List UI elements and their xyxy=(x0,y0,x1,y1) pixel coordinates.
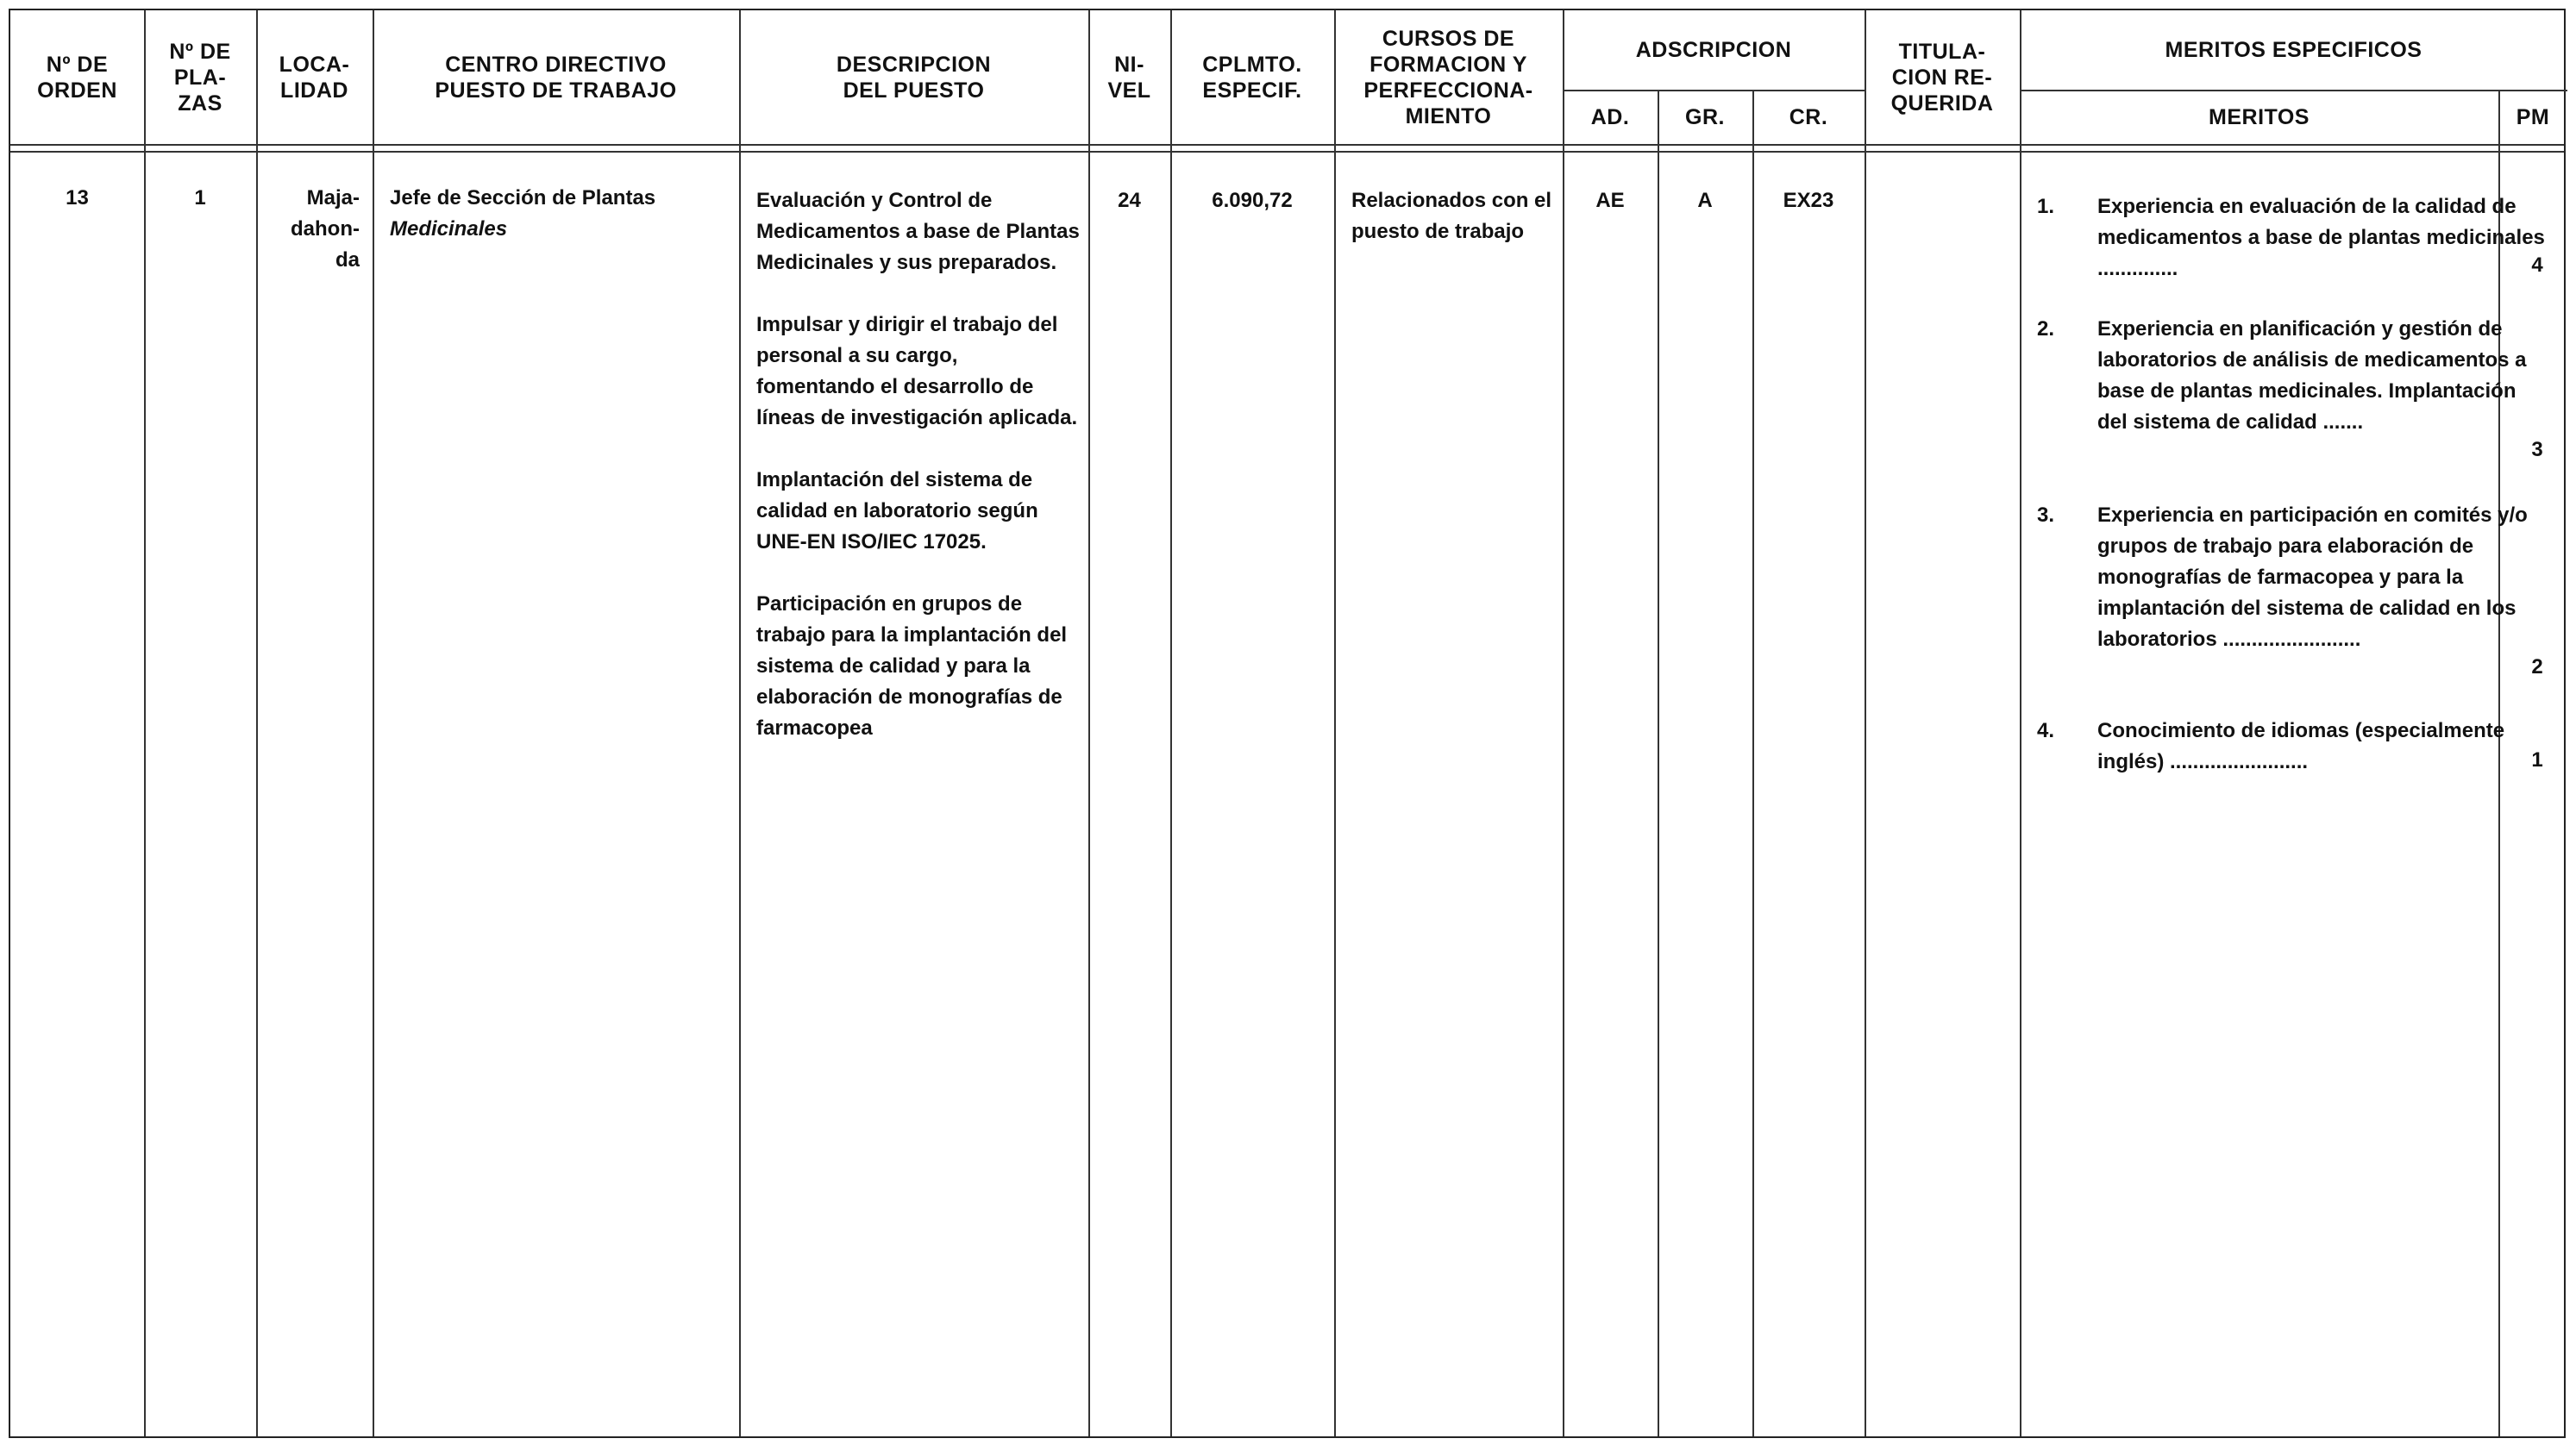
merit-points: 1 xyxy=(2531,748,2543,772)
merit-item xyxy=(2037,716,2537,785)
col-rule xyxy=(1334,10,1336,1436)
col-rule xyxy=(739,10,741,1436)
cell-nivel: 24 xyxy=(1118,189,1141,212)
header-centro: CENTRO DIRECTIVO PUESTO DE TRABAJO xyxy=(435,52,677,103)
merit-item xyxy=(2037,191,2545,286)
cell-localidad: Maja- dahon- da xyxy=(291,186,360,272)
merit-number: 4. xyxy=(2037,719,2055,742)
header-orden: Nº DE ORDEN xyxy=(37,52,117,103)
header-gr: GR. xyxy=(1685,104,1725,129)
cell-cr: EX23 xyxy=(1783,189,1834,212)
cell-plazas: 1 xyxy=(194,186,206,210)
merit-item xyxy=(2037,500,2537,690)
col-rule xyxy=(1752,90,1754,1436)
merit-number: 1. xyxy=(2037,195,2055,218)
header-pm: PM xyxy=(2516,104,2550,129)
descripcion-paragraph: Implantación del sistema de calidad en laboratorio según UNE-EN ISO/IEC 17025. xyxy=(756,468,1038,554)
col-rule xyxy=(1088,10,1090,1436)
merit-number: 2. xyxy=(2037,317,2055,341)
merit-number: 3. xyxy=(2037,503,2055,527)
header-bottom-rule-double xyxy=(10,151,2564,153)
header-cursos: CURSOS DE FORMACION Y PERFECCIONA- MIENTO xyxy=(1363,26,1533,128)
col-rule xyxy=(1865,10,1866,1436)
cell-cursos: Relacionados con el puesto de trabajo xyxy=(1351,189,1552,243)
merit-points: 2 xyxy=(2531,655,2543,679)
merit-text: Experiencia en planificación y gestión de laboratorios de análisis de medicamentos a base de plantas medicinales. Implantación del sistema de calidad ....... xyxy=(2097,317,2527,434)
merit-text: Conocimiento de idiomas (especialmente inglés) ........................ xyxy=(2097,719,2505,773)
header-nivel: NI- VEL xyxy=(1107,52,1151,103)
centro-title: Jefe de Sección de Plantas xyxy=(390,186,656,210)
centro-subtitle: Medicinales xyxy=(390,217,508,241)
col-rule xyxy=(1658,90,1659,1436)
col-rule xyxy=(2020,10,2021,1436)
col-rule xyxy=(373,10,374,1436)
merit-item xyxy=(2037,314,2537,469)
merit-points: 4 xyxy=(2531,253,2543,277)
header-meritos-especificos: MERITOS ESPECIFICOS xyxy=(2165,38,2422,62)
cell-gr: A xyxy=(1697,189,1713,212)
cell-ad: AE xyxy=(1595,189,1625,212)
descripcion-paragraph: Impulsar y dirigir el trabajo del personal a su cargo, fomentando el desarrollo de líneas de investigación aplicada. xyxy=(756,313,1078,429)
header-adscripcion: ADSCRIPCION xyxy=(1635,38,1792,62)
descripcion-paragraph: Evaluación y Control de Medicamentos a base de Plantas Medicinales y sus preparados. xyxy=(756,189,1080,274)
header-cplmto: CPLMTO. ESPECIF. xyxy=(1202,52,1302,103)
cell-cplmto: 6.090,72 xyxy=(1212,189,1293,212)
merit-text: Experiencia en participación en comités y/o grupos de trabajo para elaboración de monografías de farmacopea y para la implantación del sistema de calidad en los laboratorios ........................ xyxy=(2097,503,2528,651)
cell-descripcion xyxy=(756,185,1080,775)
cell-centro xyxy=(390,183,730,245)
header-bottom-rule xyxy=(10,144,2564,146)
header-titulacion: TITULA- CION RE- QUERIDA xyxy=(1890,39,1994,116)
merit-points: 3 xyxy=(2531,438,2543,461)
header-cr: CR. xyxy=(1789,104,1828,129)
header-descripcion: DESCRIPCION DEL PUESTO xyxy=(836,52,992,103)
header-localidad: LOCA- LIDAD xyxy=(279,52,350,103)
col-rule xyxy=(144,10,146,1436)
merit-text: Experiencia en evaluación de la calidad de medicamentos a base de plantas medicinales .............. xyxy=(2097,195,2545,280)
col-rule xyxy=(1170,10,1172,1436)
descripcion-paragraph: Participación en grupos de trabajo para la implantación del sistema de calidad y para la elaboración de monografías de farmacopea xyxy=(756,592,1068,740)
header-ad: AD. xyxy=(1590,104,1630,129)
vacancy-table xyxy=(9,9,2566,1438)
header-meritos: MERITOS xyxy=(2209,104,2310,129)
cell-orden: 13 xyxy=(66,186,89,210)
col-rule xyxy=(1563,10,1564,1436)
header-plazas: Nº DE PLA- ZAS xyxy=(169,39,231,116)
